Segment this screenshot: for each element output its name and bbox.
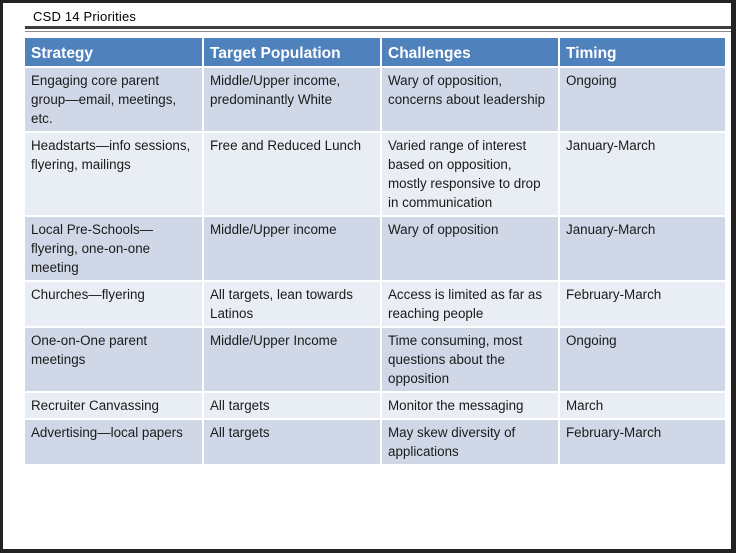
cell-timing: January-March [559,216,725,281]
cell-strategy: Churches—flyering [25,281,203,327]
cell-target-population: Middle/Upper income [203,216,381,281]
cell-challenges: Wary of opposition [381,216,559,281]
table-row [25,281,725,327]
cell-strategy: Advertising—local papers [25,419,203,464]
cell-target-population: All targets [203,419,381,464]
cell-timing: February-March [559,281,725,327]
title-divider [25,26,731,29]
table-row [25,132,725,216]
cell-strategy: Recruiter Canvassing [25,392,203,419]
table-row [25,67,725,132]
cell-target-population: Free and Reduced Lunch [203,132,381,216]
column-header-target-population: Target Population [203,38,381,67]
cell-strategy: Engaging core parent group—email, meetings, etc. [25,67,203,132]
cell-strategy: One-on-One parent meetings [25,327,203,392]
cell-target-population: All targets [203,392,381,419]
title-divider-thin [25,31,731,32]
cell-timing: Ongoing [559,67,725,132]
cell-challenges: May skew diversity of applications [381,419,559,464]
cell-target-population: All targets, lean towards Latinos [203,281,381,327]
cell-challenges: Access is limited as far as reaching people [381,281,559,327]
slide-title: CSD 14 Priorities [33,9,137,24]
cell-timing: January-March [559,132,725,216]
cell-target-population: Middle/Upper Income [203,327,381,392]
cell-challenges: Monitor the messaging [381,392,559,419]
column-header-strategy: Strategy [25,38,203,67]
table-row [25,419,725,464]
cell-target-population: Middle/Upper income, predominantly White [203,67,381,132]
cell-timing: February-March [559,419,725,464]
cell-challenges: Varied range of interest based on opposition, mostly responsive to drop in communication [381,132,559,216]
cell-challenges: Wary of opposition, concerns about leadership [381,67,559,132]
table-row [25,392,725,419]
column-header-challenges: Challenges [381,38,559,67]
table-row [25,216,725,281]
slide [3,3,731,549]
cell-strategy: Local Pre-Schools— flyering, one-on-one meeting [25,216,203,281]
table-header-row [25,38,725,67]
cell-timing: March [559,392,725,419]
cell-timing: Ongoing [559,327,725,392]
cell-strategy: Headstarts—info sessions, flyering, mailings [25,132,203,216]
column-header-timing: Timing [559,38,725,67]
table-row [25,327,725,392]
priorities-table [25,38,725,464]
cell-challenges: Time consuming, most questions about the opposition [381,327,559,392]
